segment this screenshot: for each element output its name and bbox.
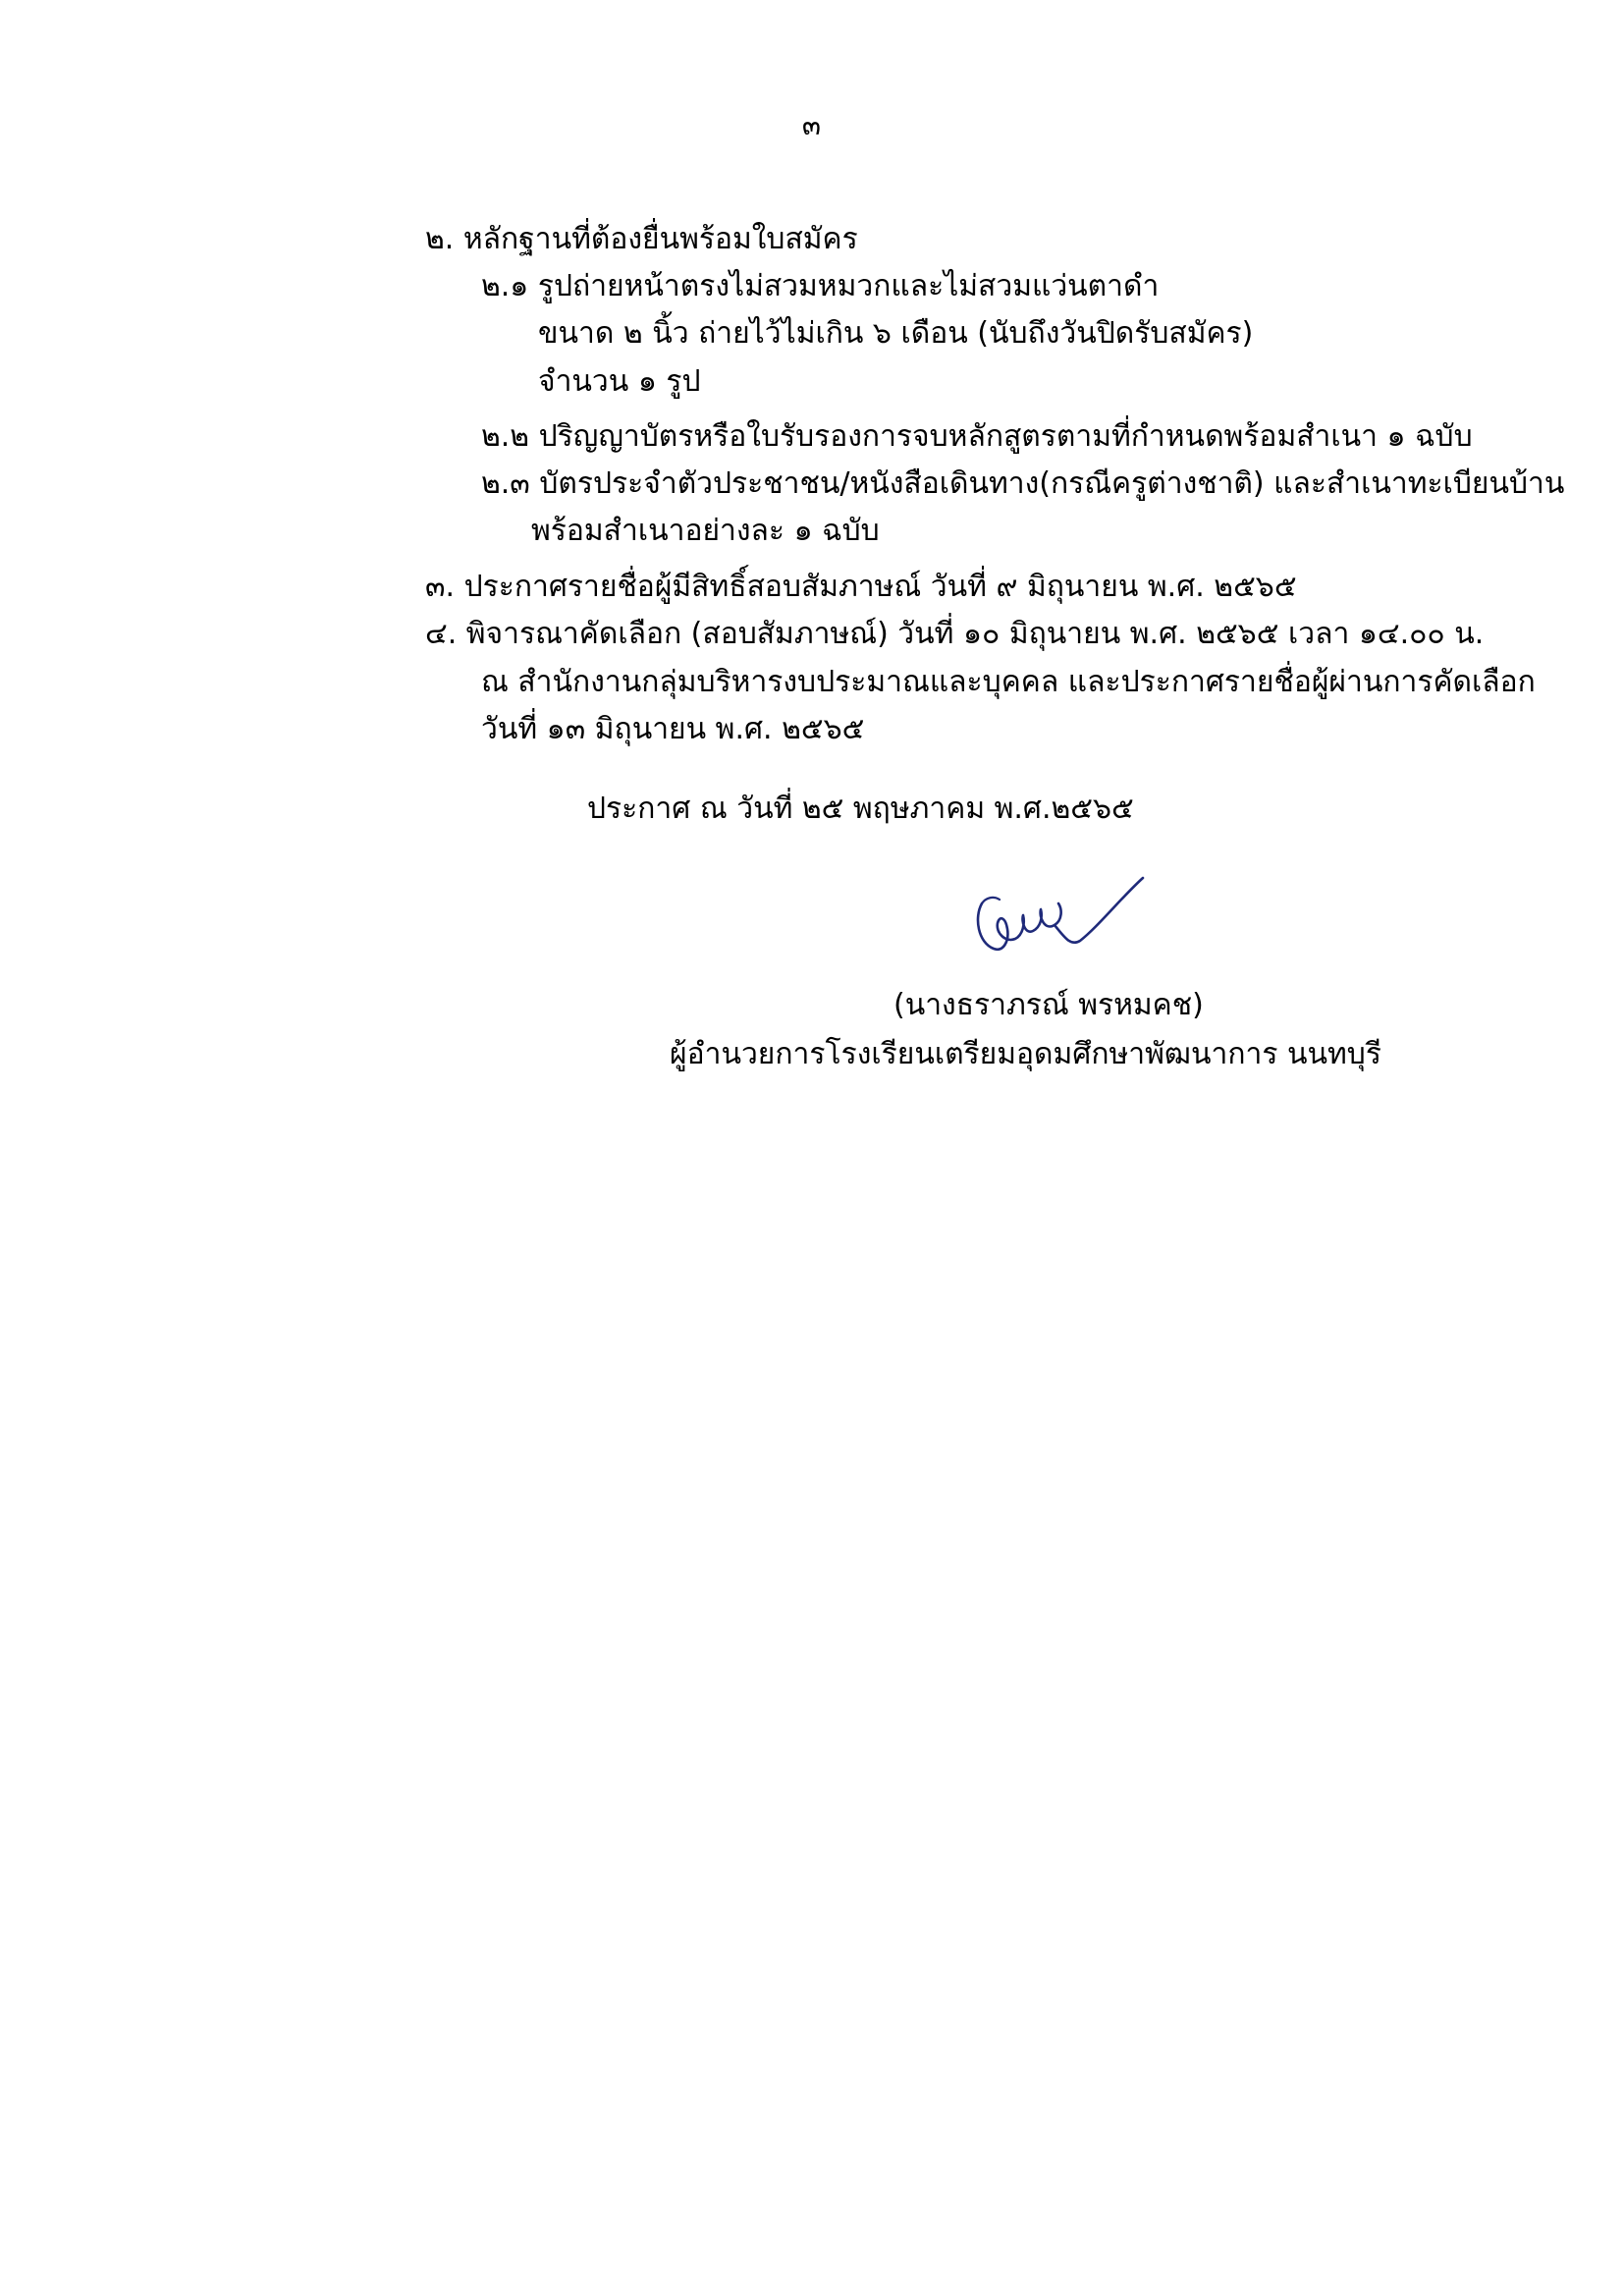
section-3: ๓. ประกาศรายชื่อผู้มีสิทธิ์สอบสัมภาษณ์ วันที่ ๙ มิถุนายน พ.ศ. ๒๕๖๕: [425, 570, 1297, 604]
section-2-1-line-1: ๒.๑ รูปถ่ายหน้าตรงไม่สวมหมวกและไม่สวมแว่นตาดำ: [481, 269, 1160, 303]
section-2-3-line-1: ๒.๓ บัตรประจำตัวประชาชน/หนังสือเดินทาง(กรณีครูต่างชาติ) และสำเนาทะเบียนบ้าน: [481, 466, 1565, 501]
section-2-1-line-2: ขนาด ๒ นิ้ว ถ่ายไว้ไม่เกิน ๖ เดือน (นับถึงวันปิดรับสมัคร): [538, 316, 1254, 351]
section-2-heading: ๒. หลักฐานที่ต้องยื่นพร้อมใบสมัคร: [425, 222, 858, 256]
section-4-line-3: วันที่ ๑๓ มิถุนายน พ.ศ. ๒๕๖๕: [481, 712, 865, 746]
signature-image: [960, 866, 1157, 974]
section-4-line-1: ๔. พิจารณาคัดเลือก (สอบสัมภาษณ์) วันที่ ๑๐ มิถุนายน พ.ศ. ๒๕๖๕ เวลา ๑๔.๐๐ น.: [425, 617, 1485, 651]
page-number: ๓: [801, 109, 822, 141]
section-2-3-line-2: พร้อมสำเนาอย่างละ ๑ ฉบับ: [531, 514, 880, 548]
section-2-1-line-3: จำนวน ๑ รูป: [538, 364, 701, 399]
announcement-date: ประกาศ ณ วันที่ ๒๕ พฤษภาคม พ.ศ.๒๕๖๕: [587, 792, 1134, 826]
signatory-name: (นางธราภรณ์ พรหมคช): [893, 988, 1204, 1022]
section-4-line-2: ณ สำนักงานกลุ่มบริหารงบประมาณและบุคคล และประกาศรายชื่อผู้ผ่านการคัดเลือก: [481, 665, 1536, 699]
section-2-2: ๒.๒ ปริญญาบัตรหรือใบรับรองการจบหลักสูตรตามที่กำหนดพร้อมสำเนา ๑ ฉบับ: [481, 419, 1473, 454]
signatory-title: ผู้อำนวยการโรงเรียนเตรียมอุดมศึกษาพัฒนาการ นนทบุรี: [670, 1037, 1381, 1071]
